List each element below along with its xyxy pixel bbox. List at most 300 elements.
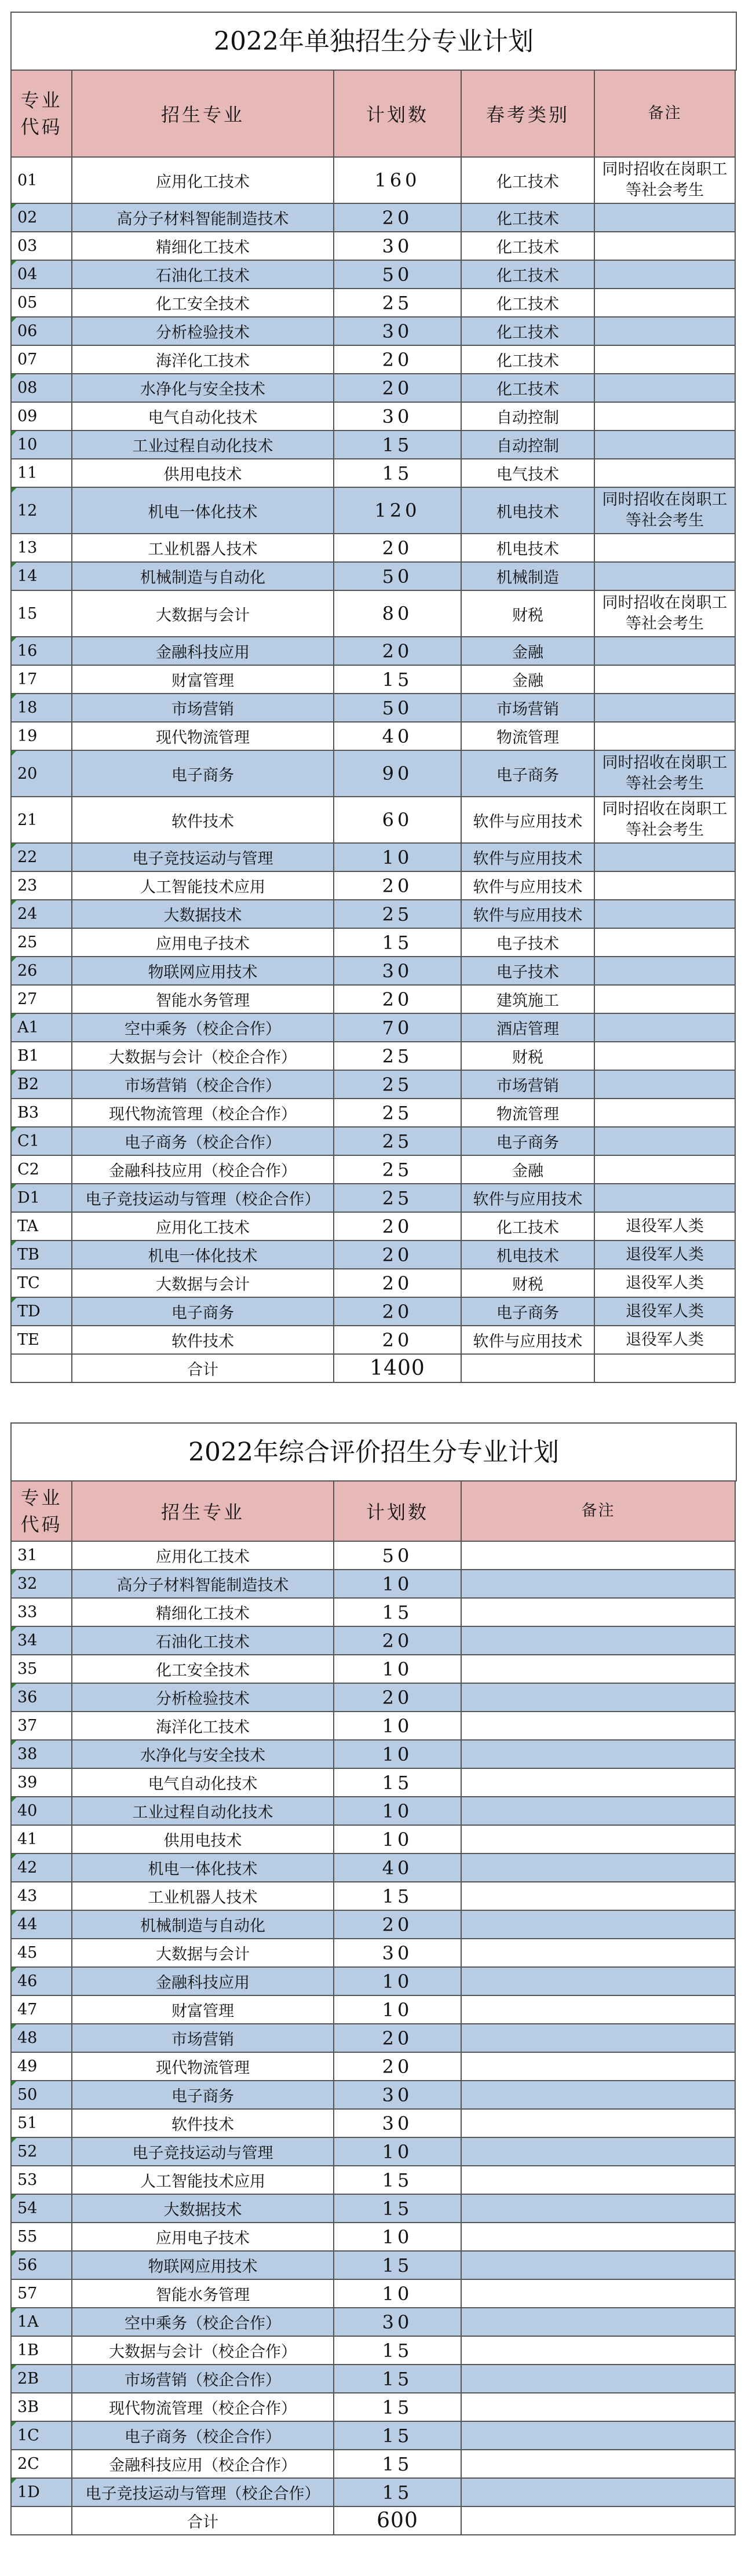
count-cell: 10 bbox=[334, 2279, 461, 2308]
remark-cell bbox=[461, 2365, 735, 2393]
major-cell: 电子商务 bbox=[72, 750, 334, 797]
major-cell: 金融科技应用（校企合作） bbox=[72, 2450, 334, 2478]
code-cell: 27 bbox=[11, 985, 72, 1013]
total-empty-cell bbox=[461, 2506, 735, 2535]
count-cell: 20 bbox=[334, 1683, 461, 1712]
table-row bbox=[11, 374, 735, 402]
major-cell: 工业过程自动化技术 bbox=[72, 430, 334, 459]
major-cell: 水净化与安全技术 bbox=[72, 1740, 334, 1768]
remark-cell bbox=[594, 232, 735, 260]
table-row bbox=[11, 1155, 735, 1184]
code-cell: 08 bbox=[11, 374, 72, 402]
remark-cell bbox=[594, 260, 735, 289]
major-cell: 石油化工技术 bbox=[72, 260, 334, 289]
remark-cell: 同时招收在岗职工等社会考生 bbox=[594, 590, 735, 637]
code-cell: 2B bbox=[11, 2365, 72, 2393]
code-cell: 15 bbox=[11, 590, 72, 637]
count-cell: 20 bbox=[334, 1212, 461, 1240]
table-row bbox=[11, 1825, 735, 1853]
remark-cell bbox=[594, 345, 735, 374]
major-cell: 财富管理 bbox=[72, 665, 334, 694]
major-cell: 大数据与会计 bbox=[72, 590, 334, 637]
count-cell: 50 bbox=[334, 694, 461, 722]
code-cell: 45 bbox=[11, 1939, 72, 1967]
header-remark: 备注 bbox=[594, 70, 735, 157]
remark-cell: 同时招收在岗职工等社会考生 bbox=[594, 797, 735, 843]
count-cell: 20 bbox=[334, 637, 461, 665]
remark-cell bbox=[461, 1598, 735, 1626]
category-cell: 机电技术 bbox=[461, 487, 594, 534]
count-cell: 20 bbox=[334, 1297, 461, 1326]
major-cell: 大数据与会计（校企合作） bbox=[72, 1042, 334, 1070]
table-row bbox=[11, 2478, 735, 2506]
remark-cell bbox=[594, 1042, 735, 1070]
code-cell: 12 bbox=[11, 487, 72, 534]
count-cell: 20 bbox=[334, 374, 461, 402]
count-cell: 10 bbox=[334, 1655, 461, 1683]
major-cell: 智能水务管理 bbox=[72, 2279, 334, 2308]
table-row bbox=[11, 2223, 735, 2251]
count-cell: 30 bbox=[334, 317, 461, 345]
major-cell: 物联网应用技术 bbox=[72, 957, 334, 985]
major-cell: 电子竞技运动与管理 bbox=[72, 843, 334, 871]
code-cell: 02 bbox=[11, 203, 72, 232]
header-category: 春考类别 bbox=[461, 70, 594, 157]
table-row bbox=[11, 2024, 735, 2052]
code-cell: 33 bbox=[11, 1598, 72, 1626]
major-cell: 金融科技应用 bbox=[72, 637, 334, 665]
table-row bbox=[11, 665, 735, 694]
count-cell: 20 bbox=[334, 2024, 461, 2052]
count-cell: 10 bbox=[334, 1797, 461, 1825]
table-row bbox=[11, 487, 735, 534]
remark-cell bbox=[461, 1967, 735, 1995]
table-row bbox=[11, 232, 735, 260]
remark-cell bbox=[461, 2223, 735, 2251]
code-cell: 22 bbox=[11, 843, 72, 871]
count-cell: 25 bbox=[334, 289, 461, 317]
major-cell: 空中乘务（校企合作） bbox=[72, 2308, 334, 2336]
major-cell: 电子竞技运动与管理 bbox=[72, 2137, 334, 2166]
total-row bbox=[11, 1354, 735, 1382]
count-cell: 15 bbox=[334, 2251, 461, 2279]
code-cell: 31 bbox=[11, 1541, 72, 1570]
major-cell: 工业机器人技术 bbox=[72, 534, 334, 562]
count-cell: 70 bbox=[334, 1013, 461, 1042]
table-row bbox=[11, 1853, 735, 1882]
table-row bbox=[11, 345, 735, 374]
code-cell: 1C bbox=[11, 2421, 72, 2450]
remark-cell bbox=[461, 2166, 735, 2194]
count-cell: 15 bbox=[334, 928, 461, 957]
remark-cell bbox=[594, 459, 735, 487]
count-cell: 50 bbox=[334, 260, 461, 289]
total-row bbox=[11, 2506, 735, 2535]
major-cell: 软件技术 bbox=[72, 2109, 334, 2137]
total-count: 1400 bbox=[334, 1354, 461, 1382]
major-cell: 现代物流管理 bbox=[72, 2052, 334, 2081]
remark-cell bbox=[594, 562, 735, 590]
header-count: 计划数 bbox=[334, 70, 461, 157]
code-cell: A1 bbox=[11, 1013, 72, 1042]
table-row bbox=[11, 1240, 735, 1269]
major-cell: 工业过程自动化技术 bbox=[72, 1797, 334, 1825]
remark-cell: 退役军人类 bbox=[594, 1212, 735, 1240]
table-row bbox=[11, 1013, 735, 1042]
major-cell: 水净化与安全技术 bbox=[72, 374, 334, 402]
table-row bbox=[11, 459, 735, 487]
remark-cell bbox=[461, 1797, 735, 1825]
table-row bbox=[11, 1797, 735, 1825]
table-row bbox=[11, 2365, 735, 2393]
code-cell: B3 bbox=[11, 1099, 72, 1127]
table-row bbox=[11, 157, 735, 203]
table-row bbox=[11, 1326, 735, 1354]
table-row bbox=[11, 1655, 735, 1683]
major-cell: 人工智能技术应用 bbox=[72, 2166, 334, 2194]
table-row bbox=[11, 1995, 735, 2024]
remark-cell bbox=[461, 1768, 735, 1797]
remark-cell bbox=[461, 1939, 735, 1967]
count-cell: 15 bbox=[334, 459, 461, 487]
remark-cell bbox=[461, 2109, 735, 2137]
table-row bbox=[11, 2450, 735, 2478]
count-cell: 50 bbox=[334, 1541, 461, 1570]
header-code: 专业 代码 bbox=[11, 1481, 72, 1541]
major-cell: 大数据技术 bbox=[72, 2194, 334, 2223]
table-row bbox=[11, 2137, 735, 2166]
remark-cell: 退役军人类 bbox=[594, 1297, 735, 1326]
major-cell: 应用化工技术 bbox=[72, 1212, 334, 1240]
major-cell: 电子商务 bbox=[72, 1297, 334, 1326]
category-cell: 电气技术 bbox=[461, 459, 594, 487]
table-row bbox=[11, 637, 735, 665]
code-cell: 36 bbox=[11, 1683, 72, 1712]
remark-cell bbox=[461, 1740, 735, 1768]
code-cell: 53 bbox=[11, 2166, 72, 2194]
major-cell: 供用电技术 bbox=[72, 1825, 334, 1853]
category-cell: 化工技术 bbox=[461, 289, 594, 317]
major-cell: 机械制造与自动化 bbox=[72, 562, 334, 590]
count-cell: 10 bbox=[334, 843, 461, 871]
count-cell: 25 bbox=[334, 1099, 461, 1127]
category-cell: 物流管理 bbox=[461, 1099, 594, 1127]
count-cell: 20 bbox=[334, 871, 461, 900]
table-row bbox=[11, 2251, 735, 2279]
table-row bbox=[11, 750, 735, 797]
table-row bbox=[11, 2279, 735, 2308]
remark-cell bbox=[594, 1099, 735, 1127]
code-cell: 17 bbox=[11, 665, 72, 694]
major-cell: 应用电子技术 bbox=[72, 2223, 334, 2251]
remark-cell bbox=[594, 1013, 735, 1042]
table-row bbox=[11, 985, 735, 1013]
category-cell: 自动控制 bbox=[461, 402, 594, 430]
remark-cell bbox=[594, 665, 735, 694]
single-enrollment-title: 2022年单独招生分专业计划 bbox=[10, 12, 737, 71]
major-cell: 金融科技应用 bbox=[72, 1967, 334, 1995]
major-cell: 市场营销（校企合作） bbox=[72, 1070, 334, 1099]
table-row bbox=[11, 562, 735, 590]
count-cell: 30 bbox=[334, 232, 461, 260]
count-cell: 10 bbox=[334, 2223, 461, 2251]
major-cell: 机电一体化技术 bbox=[72, 1853, 334, 1882]
category-cell: 酒店管理 bbox=[461, 1013, 594, 1042]
count-cell: 40 bbox=[334, 1853, 461, 1882]
code-cell: 07 bbox=[11, 345, 72, 374]
major-cell: 物联网应用技术 bbox=[72, 2251, 334, 2279]
code-cell: 09 bbox=[11, 402, 72, 430]
table-row bbox=[11, 1626, 735, 1655]
code-cell: 46 bbox=[11, 1967, 72, 1995]
major-cell: 化工安全技术 bbox=[72, 289, 334, 317]
header-row bbox=[11, 70, 735, 157]
remark-cell: 同时招收在岗职工等社会考生 bbox=[594, 487, 735, 534]
table-row bbox=[11, 260, 735, 289]
category-cell: 市场营销 bbox=[461, 694, 594, 722]
major-cell: 工业机器人技术 bbox=[72, 1882, 334, 1910]
category-cell: 软件与应用技术 bbox=[461, 1184, 594, 1212]
table-row bbox=[11, 590, 735, 637]
category-cell: 电子商务 bbox=[461, 1127, 594, 1155]
table-row bbox=[11, 928, 735, 957]
remark-cell bbox=[594, 637, 735, 665]
category-cell: 金融 bbox=[461, 1155, 594, 1184]
code-cell: 13 bbox=[11, 534, 72, 562]
count-cell: 20 bbox=[334, 203, 461, 232]
code-cell: 23 bbox=[11, 871, 72, 900]
comprehensive-evaluation-title: 2022年综合评价招生分专业计划 bbox=[10, 1422, 737, 1482]
code-cell: 50 bbox=[11, 2081, 72, 2109]
count-cell: 20 bbox=[334, 1269, 461, 1297]
header-remark: 备注 bbox=[461, 1481, 735, 1541]
major-cell: 现代物流管理（校企合作） bbox=[72, 2393, 334, 2421]
table-row bbox=[11, 2052, 735, 2081]
category-cell: 金融 bbox=[461, 637, 594, 665]
code-cell: 1D bbox=[11, 2478, 72, 2506]
code-cell: 49 bbox=[11, 2052, 72, 2081]
remark-cell bbox=[461, 2478, 735, 2506]
code-cell: 10 bbox=[11, 430, 72, 459]
count-cell: 60 bbox=[334, 797, 461, 843]
remark-cell: 退役军人类 bbox=[594, 1269, 735, 1297]
major-cell: 现代物流管理（校企合作） bbox=[72, 1099, 334, 1127]
remark-cell bbox=[461, 1910, 735, 1939]
count-cell: 20 bbox=[334, 1910, 461, 1939]
total-label: 合计 bbox=[72, 1354, 334, 1382]
category-cell: 电子商务 bbox=[461, 750, 594, 797]
remark-cell bbox=[594, 871, 735, 900]
code-cell: 01 bbox=[11, 157, 72, 203]
remark-cell: 退役军人类 bbox=[594, 1240, 735, 1269]
major-cell: 智能水务管理 bbox=[72, 985, 334, 1013]
count-cell: 15 bbox=[334, 430, 461, 459]
code-cell: 48 bbox=[11, 2024, 72, 2052]
category-cell: 电子技术 bbox=[461, 928, 594, 957]
category-cell: 软件与应用技术 bbox=[461, 843, 594, 871]
total-count: 600 bbox=[334, 2506, 461, 2535]
count-cell: 15 bbox=[334, 665, 461, 694]
major-cell: 大数据技术 bbox=[72, 900, 334, 928]
major-cell: 应用电子技术 bbox=[72, 928, 334, 957]
category-cell: 软件与应用技术 bbox=[461, 871, 594, 900]
code-cell: 51 bbox=[11, 2109, 72, 2137]
total-label: 合计 bbox=[72, 2506, 334, 2535]
code-cell: 54 bbox=[11, 2194, 72, 2223]
code-cell: 35 bbox=[11, 1655, 72, 1683]
code-cell: 11 bbox=[11, 459, 72, 487]
remark-cell bbox=[461, 1853, 735, 1882]
table-row bbox=[11, 1042, 735, 1070]
code-cell: 47 bbox=[11, 1995, 72, 2024]
remark-cell bbox=[594, 317, 735, 345]
code-cell: TE bbox=[11, 1326, 72, 1354]
count-cell: 30 bbox=[334, 2109, 461, 2137]
remark-cell bbox=[461, 2194, 735, 2223]
table-row bbox=[11, 2336, 735, 2365]
remark-cell bbox=[461, 1655, 735, 1683]
remark-cell bbox=[594, 900, 735, 928]
count-cell: 80 bbox=[334, 590, 461, 637]
category-cell: 化工技术 bbox=[461, 345, 594, 374]
remark-cell bbox=[594, 1070, 735, 1099]
code-cell: C2 bbox=[11, 1155, 72, 1184]
remark-cell bbox=[594, 430, 735, 459]
count-cell: 20 bbox=[334, 345, 461, 374]
remark-cell bbox=[461, 1825, 735, 1853]
major-cell: 软件技术 bbox=[72, 1326, 334, 1354]
code-cell: C1 bbox=[11, 1127, 72, 1155]
category-cell: 财税 bbox=[461, 1269, 594, 1297]
category-cell: 机电技术 bbox=[461, 534, 594, 562]
major-cell: 电子竞技运动与管理（校企合作） bbox=[72, 1184, 334, 1212]
remark-cell bbox=[461, 2450, 735, 2478]
count-cell: 15 bbox=[334, 2393, 461, 2421]
major-cell: 电子商务 bbox=[72, 2081, 334, 2109]
code-cell: 06 bbox=[11, 317, 72, 345]
table-row bbox=[11, 871, 735, 900]
count-cell: 20 bbox=[334, 534, 461, 562]
category-cell: 物流管理 bbox=[461, 722, 594, 750]
major-cell: 机电一体化技术 bbox=[72, 1240, 334, 1269]
count-cell: 10 bbox=[334, 1712, 461, 1740]
major-cell: 机电一体化技术 bbox=[72, 487, 334, 534]
table-row bbox=[11, 1910, 735, 1939]
table-row bbox=[11, 430, 735, 459]
major-cell: 机械制造与自动化 bbox=[72, 1910, 334, 1939]
code-cell: 37 bbox=[11, 1712, 72, 1740]
code-cell: 26 bbox=[11, 957, 72, 985]
table-row bbox=[11, 1269, 735, 1297]
count-cell: 15 bbox=[334, 2194, 461, 2223]
count-cell: 30 bbox=[334, 1939, 461, 1967]
table-row bbox=[11, 722, 735, 750]
table-row bbox=[11, 534, 735, 562]
count-cell: 15 bbox=[334, 1598, 461, 1626]
table-row bbox=[11, 1212, 735, 1240]
code-cell: 3B bbox=[11, 2393, 72, 2421]
table-row bbox=[11, 317, 735, 345]
code-cell: 34 bbox=[11, 1626, 72, 1655]
table-row bbox=[11, 2194, 735, 2223]
major-cell: 大数据与会计 bbox=[72, 1269, 334, 1297]
major-cell: 精细化工技术 bbox=[72, 1598, 334, 1626]
total-empty-cell bbox=[594, 1354, 735, 1382]
major-cell: 金融科技应用（校企合作） bbox=[72, 1155, 334, 1184]
count-cell: 40 bbox=[334, 722, 461, 750]
remark-cell bbox=[594, 928, 735, 957]
category-cell: 化工技术 bbox=[461, 374, 594, 402]
count-cell: 20 bbox=[334, 2052, 461, 2081]
total-empty-cell bbox=[11, 1354, 72, 1382]
remark-cell bbox=[594, 203, 735, 232]
table-row bbox=[11, 1099, 735, 1127]
remark-cell bbox=[461, 2024, 735, 2052]
category-cell: 市场营销 bbox=[461, 1070, 594, 1099]
remark-cell bbox=[461, 2081, 735, 2109]
major-cell: 应用化工技术 bbox=[72, 157, 334, 203]
remark-cell bbox=[461, 2052, 735, 2081]
count-cell: 20 bbox=[334, 985, 461, 1013]
table-row bbox=[11, 2308, 735, 2336]
remark-cell bbox=[594, 722, 735, 750]
code-cell: 20 bbox=[11, 750, 72, 797]
category-cell: 软件与应用技术 bbox=[461, 1326, 594, 1354]
category-cell: 电子商务 bbox=[461, 1297, 594, 1326]
table-row bbox=[11, 1127, 735, 1155]
remark-cell bbox=[594, 957, 735, 985]
major-cell: 空中乘务（校企合作） bbox=[72, 1013, 334, 1042]
remark-cell bbox=[461, 1712, 735, 1740]
remark-cell bbox=[461, 1570, 735, 1598]
table-row bbox=[11, 1598, 735, 1626]
category-cell: 财税 bbox=[461, 590, 594, 637]
code-cell: 41 bbox=[11, 1825, 72, 1853]
table-row bbox=[11, 1768, 735, 1797]
major-cell: 人工智能技术应用 bbox=[72, 871, 334, 900]
code-cell: 24 bbox=[11, 900, 72, 928]
table-row bbox=[11, 1939, 735, 1967]
remark-cell bbox=[461, 2251, 735, 2279]
count-cell: 15 bbox=[334, 2166, 461, 2194]
remark-cell bbox=[594, 1184, 735, 1212]
count-cell: 25 bbox=[334, 1042, 461, 1070]
count-cell: 10 bbox=[334, 1825, 461, 1853]
code-cell: TC bbox=[11, 1269, 72, 1297]
code-cell: 18 bbox=[11, 694, 72, 722]
major-cell: 电气自动化技术 bbox=[72, 402, 334, 430]
code-cell: 43 bbox=[11, 1882, 72, 1910]
category-cell: 机械制造 bbox=[461, 562, 594, 590]
table-row bbox=[11, 797, 735, 843]
total-empty-cell bbox=[11, 2506, 72, 2535]
category-cell: 化工技术 bbox=[461, 232, 594, 260]
code-cell: 40 bbox=[11, 1797, 72, 1825]
remark-cell bbox=[461, 1995, 735, 2024]
code-cell: 52 bbox=[11, 2137, 72, 2166]
header-code: 专业 代码 bbox=[11, 70, 72, 157]
code-cell: 57 bbox=[11, 2279, 72, 2308]
major-cell: 化工安全技术 bbox=[72, 1655, 334, 1683]
count-cell: 10 bbox=[334, 1995, 461, 2024]
count-cell: 15 bbox=[334, 2478, 461, 2506]
code-cell: 03 bbox=[11, 232, 72, 260]
count-cell: 10 bbox=[334, 1570, 461, 1598]
code-cell: 05 bbox=[11, 289, 72, 317]
code-cell: B2 bbox=[11, 1070, 72, 1099]
count-cell: 10 bbox=[334, 1967, 461, 1995]
header-major: 招生专业 bbox=[72, 70, 334, 157]
